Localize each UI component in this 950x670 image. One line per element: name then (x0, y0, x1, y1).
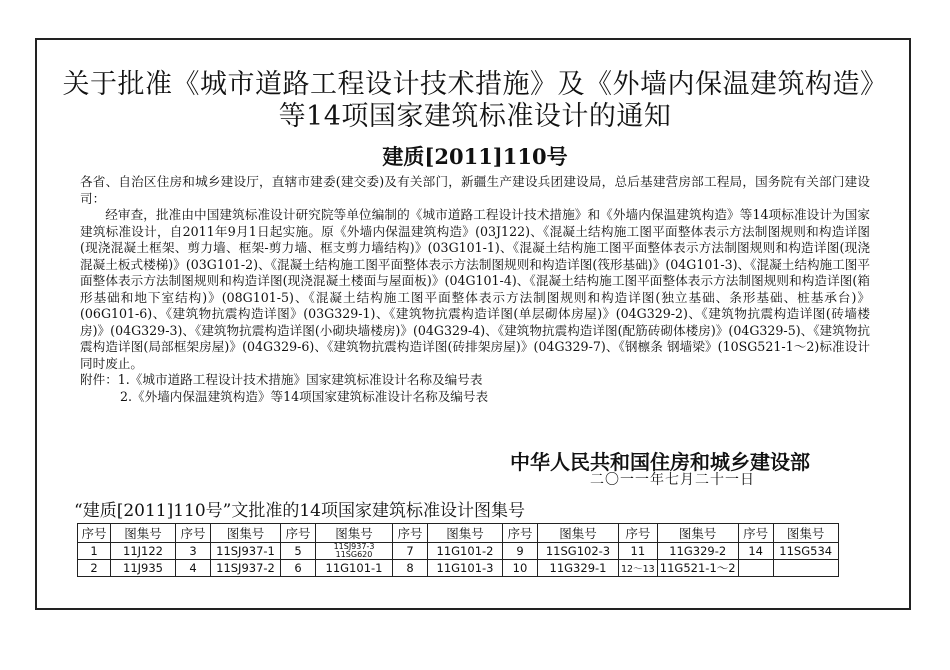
table-cell-seq: 2 (78, 560, 111, 577)
header-seq: 序号 (281, 524, 316, 543)
table-cell-seq: 10 (503, 560, 538, 577)
notice-body (80, 174, 870, 405)
header-seq: 序号 (503, 524, 538, 543)
header-seq: 序号 (619, 524, 658, 543)
header-atlas-no: 图集号 (773, 524, 838, 543)
table-cell-seq: 3 (176, 543, 211, 560)
table-cell-atlas-no: 11SG102-3 (538, 543, 619, 560)
header-seq: 序号 (78, 524, 111, 543)
table-cell-atlas-no: 11SJ937-2 (211, 560, 281, 577)
table-cell-seq (738, 560, 773, 577)
header-atlas-no: 图集号 (211, 524, 281, 543)
table-cell-seq: 6 (281, 560, 316, 577)
table-cell-seq: 5 (281, 543, 316, 560)
table-cell-atlas-no: 11J122 (111, 543, 176, 560)
table-header-row (78, 524, 839, 543)
table-cell-atlas-no: 11G101-3 (428, 560, 503, 577)
table-cell-atlas-no: 11SG534 (773, 543, 838, 560)
body-paragraph: 经审查，批准由中国建筑标准设计研究院等单位编制的《城市道路工程设计技术措施》和《外墙内保温建筑构造》等14项标准设计为国家建筑标准设计，自2011年9月1日起实施。原《外墙内保温建筑构造》(03J122)、《混凝土结构施工图平面整体表示方法制图规则和构造详图(现浇混凝土框架、剪力墙、框架-剪力墙、框支剪力墙结构)》(03G101-1)、《混凝土结构施工图平面整体表示方法制图规则和构造详图(现浇混凝土板式楼梯)》(03G101-2)、《混凝土结构施工图平面整体表示方法制图规则和构造详图(筏形基础)》(04G101-3)、《混凝土结构施工图平面整体表示方法制图规则和构造详图(现浇混凝土楼面与屋面板)》(04G101-4)、《混凝土结构施工图平面整体表示方法制图规则和构造详图(箱形基础和地下室结构)》(08G101-5)、《混凝土结构施工图平面整体表示方法制图规则和构造详图(独立基础、条形基础、桩基承台)》(06G101-6)、《建筑物抗震构造详图》(03G329-1)、《建筑物抗震构造详图(单层砌体房屋)》(04G329-2)、《建筑物抗震构造详图(砖墙楼房)》(04G329-3)、《建筑物抗震构造详图(小砌块墙楼房)》(04G329-4)、《建筑物抗震构造详图(配筋砖砌体楼房)》(04G329-5)、《建筑物抗震构造详图(局部框架房屋)》(04G329-6)、《建筑物抗震构造详图(砖排架房屋)》(04G329-7)、《钢檩条 钢墙梁》(10SG521-1～2)标准设计同时废止。 (80, 207, 870, 371)
header-atlas-no: 图集号 (316, 524, 393, 543)
table-cell-atlas-no: 11J935 (111, 560, 176, 577)
table-cell-seq: 9 (503, 543, 538, 560)
addressee: 各省、自治区住房和城乡建设厅，直辖市建委(建交委)及有关部门，新疆生产建设兵团建设局，总后基建营房部工程局，国务院有关部门建设司： (80, 174, 870, 206)
notice-title-line1: 关于批准《城市道路工程设计技术措施》及《外墙内保温建筑构造》 (62, 69, 888, 100)
table-cell-seq: 11 (619, 543, 658, 560)
table-row (78, 560, 839, 577)
table-cell-seq: 8 (393, 560, 428, 577)
table-row (78, 543, 839, 560)
document-number: 建质[2011]110号 (382, 144, 568, 169)
table-cell-seq: 1 (78, 543, 111, 560)
table-cell-atlas-no: 11SJ937-1 (211, 543, 281, 560)
attachment-1: 附件：1.《城市道路工程设计技术措施》国家建筑标准设计名称及编号表 (80, 372, 483, 387)
table-cell-atlas-no: 11G101-1 (316, 560, 393, 577)
table-cell-seq: 4 (176, 560, 211, 577)
header-atlas-no: 图集号 (428, 524, 503, 543)
table-cell-seq: 7 (393, 543, 428, 560)
header-atlas-no: 图集号 (657, 524, 738, 543)
issuer: 中华人民共和国住房和城乡建设部 (510, 450, 810, 474)
header-seq: 序号 (738, 524, 773, 543)
issue-date: 二〇一一年七月二十一日 (590, 472, 755, 488)
header-atlas-no: 图集号 (111, 524, 176, 543)
atlas-number-table (77, 523, 839, 577)
header-atlas-no: 图集号 (538, 524, 619, 543)
table-cell-seq: 14 (738, 543, 773, 560)
table-cell-atlas-no (773, 560, 838, 577)
table-cell-atlas-no: 11G101-2 (428, 543, 503, 560)
header-seq: 序号 (393, 524, 428, 543)
table-cell-atlas-no: 11G329-1 (538, 560, 619, 577)
table-cell-atlas-no: 11G521-1～2 (657, 560, 738, 577)
header-seq: 序号 (176, 524, 211, 543)
table-title: “建质[2011]110号”文批准的14项国家建筑标准设计图集号 (74, 501, 525, 521)
table-cell-atlas-no: 11SJ937-3 11SG620 (316, 543, 393, 560)
table-cell-atlas-no: 11G329-2 (657, 543, 738, 560)
attachment-2: 2.《外墙内保温建筑构造》等14项国家建筑标准设计名称及编号表 (120, 388, 489, 404)
table-cell-seq: 12～13 (619, 560, 658, 577)
notice-title-line2: 等14项国家建筑标准设计的通知 (278, 101, 672, 132)
